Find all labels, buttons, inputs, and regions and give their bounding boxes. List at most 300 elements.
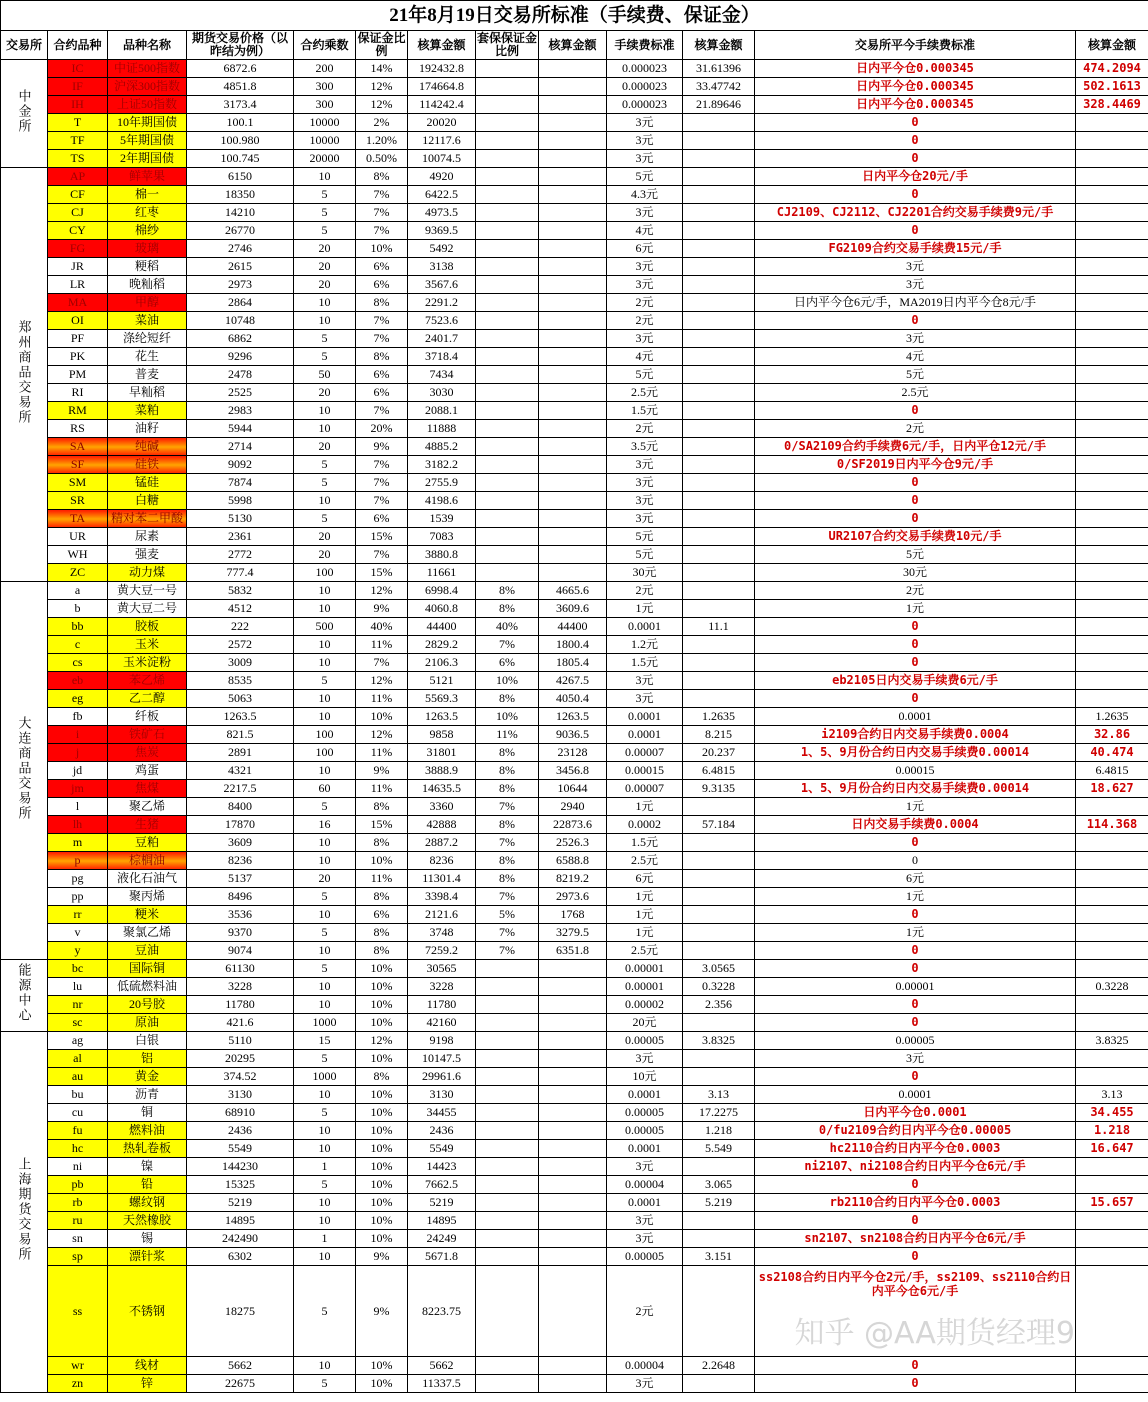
price-cell: 5944 [187, 420, 294, 438]
fee-standard-cell: 3元 [607, 258, 683, 276]
code-cell: pp [48, 888, 108, 906]
margin-amount-cell: 3748 [408, 924, 476, 942]
fee-amount-cell [683, 1266, 755, 1357]
price-cell: 4512 [187, 600, 294, 618]
name-cell: 棉一 [108, 186, 187, 204]
code-cell: bb [48, 618, 108, 636]
hedge-margin-ratio-cell [476, 960, 539, 978]
name-cell: 黄大豆一号 [108, 582, 187, 600]
hedge-margin-ratio-cell [476, 510, 539, 528]
fee-standard-cell: 0.00005 [607, 1104, 683, 1122]
price-cell: 777.4 [187, 564, 294, 582]
fee-amount-cell [683, 654, 755, 672]
fee-standard-cell: 20元 [607, 1014, 683, 1032]
margin-amount-cell: 14423 [408, 1158, 476, 1176]
table-row [1, 456, 1148, 474]
code-cell: MA [48, 294, 108, 312]
price-cell: 11780 [187, 996, 294, 1014]
code-cell: sp [48, 1248, 108, 1266]
hedge-amount-cell: 1263.5 [539, 708, 607, 726]
close-today-fee-cell: 0 [755, 1068, 1076, 1086]
close-today-fee-cell: CJ2109、CJ2112、CJ2201合约交易手续费9元/手 [755, 204, 1076, 222]
margin-ratio-cell: 7% [356, 546, 408, 564]
margin-amount-cell: 30565 [408, 960, 476, 978]
hedge-margin-ratio-cell [476, 1158, 539, 1176]
code-cell: bu [48, 1086, 108, 1104]
table-row [1, 636, 1148, 654]
close-today-amount-cell [1076, 402, 1148, 420]
margin-ratio-cell: 6% [356, 258, 408, 276]
name-cell: 不锈钢 [108, 1266, 187, 1357]
margin-ratio-cell: 9% [356, 762, 408, 780]
fee-standard-cell: 0.00001 [607, 960, 683, 978]
fee-amount-cell [683, 564, 755, 582]
multiplier-cell: 10 [294, 942, 356, 960]
fee-standard-cell: 3元 [607, 1375, 683, 1393]
margin-ratio-cell: 11% [356, 636, 408, 654]
close-today-fee-cell: ni2107、ni2108合约日内平今仓6元/手 [755, 1158, 1076, 1176]
hedge-amount-cell [539, 1194, 607, 1212]
price-cell: 2772 [187, 546, 294, 564]
close-today-fee-cell: 0 [755, 474, 1076, 492]
close-today-amount-cell [1076, 690, 1148, 708]
code-cell: PF [48, 330, 108, 348]
close-today-amount-cell [1076, 384, 1148, 402]
hedge-amount-cell [539, 1050, 607, 1068]
name-cell: 天然橡胶 [108, 1212, 187, 1230]
name-cell: 沥青 [108, 1086, 187, 1104]
column-header: 合约乘数 [294, 31, 356, 60]
margin-ratio-cell: 10% [356, 1122, 408, 1140]
multiplier-cell: 20 [294, 240, 356, 258]
watermark: 知乎 @AA期货经理9 [794, 1315, 1076, 1351]
exchange-cell [1, 960, 48, 1032]
fee-amount-cell: 3.13 [683, 1086, 755, 1104]
fee-amount-cell [683, 168, 755, 186]
hedge-margin-ratio-cell: 7% [476, 834, 539, 852]
close-today-amount-cell [1076, 654, 1148, 672]
exchange-name: 大连商品交易所 [16, 715, 32, 821]
hedge-margin-ratio-cell: 7% [476, 636, 539, 654]
fee-amount-cell: 8.215 [683, 726, 755, 744]
fee-standard-cell: 0.0001 [607, 708, 683, 726]
margin-ratio-cell: 6% [356, 510, 408, 528]
name-cell: 菜粕 [108, 402, 187, 420]
price-cell: 8236 [187, 852, 294, 870]
margin-ratio-cell: 12% [356, 726, 408, 744]
close-today-amount-cell: 34.455 [1076, 1104, 1148, 1122]
margin-ratio-cell: 8% [356, 168, 408, 186]
close-today-fee-cell: 0 [755, 222, 1076, 240]
column-header: 交易所 [1, 31, 48, 60]
close-today-amount-cell [1076, 132, 1148, 150]
table-row [1, 1158, 1148, 1176]
margin-amount-cell: 14635.5 [408, 780, 476, 798]
name-cell: 锰硅 [108, 474, 187, 492]
code-cell: IH [48, 96, 108, 114]
multiplier-cell: 5 [294, 456, 356, 474]
table-row [1, 204, 1148, 222]
price-cell: 2525 [187, 384, 294, 402]
close-today-fee-cell: 0 [755, 960, 1076, 978]
margin-amount-cell: 7083 [408, 528, 476, 546]
table-body [1, 60, 1148, 1393]
fee-standard-cell: 4元 [607, 348, 683, 366]
multiplier-cell: 10 [294, 1140, 356, 1158]
code-cell: rb [48, 1194, 108, 1212]
column-header: 手续费标准 [607, 31, 683, 60]
margin-amount-cell: 2106.3 [408, 654, 476, 672]
code-cell: y [48, 942, 108, 960]
exchange-cell [1, 168, 48, 582]
margin-ratio-cell: 6% [356, 906, 408, 924]
hedge-margin-ratio-cell: 7% [476, 924, 539, 942]
close-today-amount-cell [1076, 852, 1148, 870]
code-cell: l [48, 798, 108, 816]
table-row [1, 150, 1148, 168]
fee-standard-cell: 10元 [607, 1068, 683, 1086]
margin-amount-cell: 5671.8 [408, 1248, 476, 1266]
hedge-amount-cell [539, 1248, 607, 1266]
hedge-amount-cell: 3456.8 [539, 762, 607, 780]
price-cell: 100.980 [187, 132, 294, 150]
multiplier-cell: 5 [294, 888, 356, 906]
margin-amount-cell: 3398.4 [408, 888, 476, 906]
close-today-fee-cell: 0 [755, 618, 1076, 636]
price-cell: 4321 [187, 762, 294, 780]
margin-amount-cell: 5569.3 [408, 690, 476, 708]
table-row [1, 546, 1148, 564]
multiplier-cell: 20 [294, 546, 356, 564]
fee-standard-cell: 0.00005 [607, 1032, 683, 1050]
close-today-amount-cell [1076, 1375, 1148, 1393]
code-cell: hc [48, 1140, 108, 1158]
margin-ratio-cell: 10% [356, 1086, 408, 1104]
multiplier-cell: 20000 [294, 150, 356, 168]
fee-standard-cell: 0.00007 [607, 780, 683, 798]
code-cell: PM [48, 366, 108, 384]
fee-amount-cell: 31.61396 [683, 60, 755, 78]
multiplier-cell: 5 [294, 222, 356, 240]
code-cell: sn [48, 1230, 108, 1248]
close-today-amount-cell: 32.86 [1076, 726, 1148, 744]
table-row [1, 816, 1148, 834]
name-cell: 20号胶 [108, 996, 187, 1014]
name-cell: 甲醇 [108, 294, 187, 312]
code-cell: CJ [48, 204, 108, 222]
price-cell: 5063 [187, 690, 294, 708]
price-cell: 2572 [187, 636, 294, 654]
hedge-margin-ratio-cell: 8% [476, 600, 539, 618]
close-today-amount-cell: 1.218 [1076, 1122, 1148, 1140]
hedge-margin-ratio-cell [476, 1068, 539, 1086]
fee-standard-cell: 3元 [607, 204, 683, 222]
fee-amount-cell [683, 834, 755, 852]
table-row [1, 132, 1148, 150]
price-cell: 8400 [187, 798, 294, 816]
fee-amount-cell [683, 438, 755, 456]
margin-ratio-cell: 10% [356, 1212, 408, 1230]
price-cell: 1263.5 [187, 708, 294, 726]
fee-amount-cell [683, 600, 755, 618]
exchange-name: 中金所 [16, 88, 32, 134]
fee-amount-cell: 1.218 [683, 1122, 755, 1140]
hedge-amount-cell: 4665.6 [539, 582, 607, 600]
close-today-amount-cell: 15.657 [1076, 1194, 1148, 1212]
name-cell: 早籼稻 [108, 384, 187, 402]
fee-amount-cell [683, 492, 755, 510]
hedge-amount-cell [539, 222, 607, 240]
hedge-margin-ratio-cell: 8% [476, 852, 539, 870]
fee-amount-cell [683, 456, 755, 474]
margin-ratio-cell: 12% [356, 96, 408, 114]
margin-amount-cell: 3360 [408, 798, 476, 816]
close-today-amount-cell [1076, 1212, 1148, 1230]
margin-amount-cell: 7523.6 [408, 312, 476, 330]
hedge-margin-ratio-cell [476, 96, 539, 114]
close-today-fee-cell: 0 [755, 402, 1076, 420]
fee-standard-cell: 1元 [607, 924, 683, 942]
table-row [1, 438, 1148, 456]
hedge-margin-ratio-cell [476, 1212, 539, 1230]
hedge-margin-ratio-cell [476, 996, 539, 1014]
close-today-amount-cell [1076, 168, 1148, 186]
margin-ratio-cell: 8% [356, 924, 408, 942]
table-row [1, 366, 1148, 384]
exchange-cell [1, 1032, 48, 1393]
hedge-amount-cell: 1768 [539, 906, 607, 924]
close-today-fee-cell: 0 [755, 492, 1076, 510]
hedge-margin-ratio-cell [476, 168, 539, 186]
fee-amount-cell: 3.151 [683, 1248, 755, 1266]
close-today-amount-cell: 328.4469 [1076, 96, 1148, 114]
fee-standard-cell: 3元 [607, 276, 683, 294]
margin-amount-cell: 3880.8 [408, 546, 476, 564]
close-today-amount-cell [1076, 492, 1148, 510]
multiplier-cell: 10000 [294, 132, 356, 150]
margin-amount-cell: 11888 [408, 420, 476, 438]
code-cell: ag [48, 1032, 108, 1050]
name-cell: 精对苯二甲酸 [108, 510, 187, 528]
close-today-fee-cell: 日内交易手续费0.0004 [755, 816, 1076, 834]
fee-amount-cell [683, 852, 755, 870]
price-cell: 18275 [187, 1266, 294, 1357]
close-today-amount-cell [1076, 1176, 1148, 1194]
margin-amount-cell: 2401.7 [408, 330, 476, 348]
margin-amount-cell: 2829.2 [408, 636, 476, 654]
fee-amount-cell [683, 348, 755, 366]
fee-amount-cell [683, 294, 755, 312]
code-cell: c [48, 636, 108, 654]
hedge-margin-ratio-cell [476, 348, 539, 366]
close-today-fee-cell: UR2107合约交易手续费10元/手 [755, 528, 1076, 546]
margin-amount-cell: 9858 [408, 726, 476, 744]
close-today-amount-cell [1076, 1158, 1148, 1176]
table-row [1, 96, 1148, 114]
hedge-margin-ratio-cell [476, 294, 539, 312]
fee-amount-cell [683, 798, 755, 816]
margin-amount-cell: 192432.8 [408, 60, 476, 78]
hedge-margin-ratio-cell [476, 1122, 539, 1140]
table-row [1, 618, 1148, 636]
fee-amount-cell [683, 222, 755, 240]
hedge-amount-cell: 22873.6 [539, 816, 607, 834]
code-cell: lu [48, 978, 108, 996]
margin-ratio-cell: 11% [356, 744, 408, 762]
margin-amount-cell: 3228 [408, 978, 476, 996]
table-row [1, 510, 1148, 528]
multiplier-cell: 10 [294, 168, 356, 186]
code-cell: eg [48, 690, 108, 708]
close-today-amount-cell [1076, 240, 1148, 258]
name-cell: 黄大豆二号 [108, 600, 187, 618]
code-cell: CF [48, 186, 108, 204]
margin-ratio-cell: 10% [356, 1176, 408, 1194]
price-cell: 3536 [187, 906, 294, 924]
multiplier-cell: 5 [294, 474, 356, 492]
close-today-amount-cell [1076, 510, 1148, 528]
close-today-fee-cell: 5元 [755, 366, 1076, 384]
hedge-amount-cell [539, 330, 607, 348]
name-cell: 油籽 [108, 420, 187, 438]
margin-ratio-cell: 12% [356, 672, 408, 690]
fee-standard-cell: 0.0002 [607, 816, 683, 834]
margin-ratio-cell: 10% [356, 708, 408, 726]
margin-ratio-cell: 20% [356, 420, 408, 438]
price-cell: 6862 [187, 330, 294, 348]
price-cell: 17870 [187, 816, 294, 834]
fee-amount-cell: 3.8325 [683, 1032, 755, 1050]
margin-amount-cell: 2121.6 [408, 906, 476, 924]
multiplier-cell: 10 [294, 1086, 356, 1104]
code-cell: au [48, 1068, 108, 1086]
multiplier-cell: 10 [294, 690, 356, 708]
close-today-amount-cell: 474.2094 [1076, 60, 1148, 78]
multiplier-cell: 10 [294, 600, 356, 618]
margin-amount-cell: 34455 [408, 1104, 476, 1122]
hedge-margin-ratio-cell: 40% [476, 618, 539, 636]
close-today-amount-cell [1076, 888, 1148, 906]
price-cell: 821.5 [187, 726, 294, 744]
hedge-amount-cell: 1805.4 [539, 654, 607, 672]
close-today-amount-cell: 40.474 [1076, 744, 1148, 762]
hedge-amount-cell [539, 132, 607, 150]
margin-ratio-cell: 9% [356, 438, 408, 456]
name-cell: 2年期国债 [108, 150, 187, 168]
table-row [1, 960, 1148, 978]
hedge-margin-ratio-cell: 8% [476, 762, 539, 780]
code-cell: lh [48, 816, 108, 834]
name-cell: 菜油 [108, 312, 187, 330]
code-cell: fu [48, 1122, 108, 1140]
margin-amount-cell: 3888.9 [408, 762, 476, 780]
fee-standard-cell: 4.3元 [607, 186, 683, 204]
multiplier-cell: 300 [294, 96, 356, 114]
margin-ratio-cell: 8% [356, 888, 408, 906]
table-row [1, 1375, 1148, 1393]
margin-amount-cell: 3182.2 [408, 456, 476, 474]
close-today-fee-cell: 0 [755, 996, 1076, 1014]
table-row [1, 1230, 1148, 1248]
hedge-margin-ratio-cell [476, 438, 539, 456]
close-today-amount-cell [1076, 456, 1148, 474]
name-cell: 热轧卷板 [108, 1140, 187, 1158]
multiplier-cell: 20 [294, 870, 356, 888]
margin-amount-cell: 9198 [408, 1032, 476, 1050]
fee-standard-cell: 1.5元 [607, 654, 683, 672]
price-cell: 2864 [187, 294, 294, 312]
name-cell: 苯乙烯 [108, 672, 187, 690]
multiplier-cell: 1000 [294, 1068, 356, 1086]
code-cell: al [48, 1050, 108, 1068]
code-cell: pb [48, 1176, 108, 1194]
multiplier-cell: 10 [294, 906, 356, 924]
margin-amount-cell: 9369.5 [408, 222, 476, 240]
fee-amount-cell [683, 942, 755, 960]
margin-ratio-cell: 12% [356, 1032, 408, 1050]
name-cell: 10年期国债 [108, 114, 187, 132]
fee-standard-cell: 0.0001 [607, 1140, 683, 1158]
code-cell: i [48, 726, 108, 744]
margin-amount-cell: 3718.4 [408, 348, 476, 366]
table-row [1, 870, 1148, 888]
close-today-fee-cell: 0 [755, 1357, 1076, 1375]
fee-amount-cell [683, 114, 755, 132]
hedge-margin-ratio-cell: 8% [476, 780, 539, 798]
margin-amount-cell: 2755.9 [408, 474, 476, 492]
price-cell: 144230 [187, 1158, 294, 1176]
table-row [1, 1212, 1148, 1230]
code-cell: TF [48, 132, 108, 150]
price-cell: 3009 [187, 654, 294, 672]
code-cell: CY [48, 222, 108, 240]
fee-standard-cell: 3元 [607, 1212, 683, 1230]
margin-ratio-cell: 40% [356, 618, 408, 636]
column-header: 核算金额 [539, 31, 607, 60]
hedge-margin-ratio-cell [476, 330, 539, 348]
hedge-margin-ratio-cell [476, 186, 539, 204]
name-cell: 鲜苹果 [108, 168, 187, 186]
code-cell: ZC [48, 564, 108, 582]
fee-amount-cell [683, 924, 755, 942]
fee-standard-cell: 0.00002 [607, 996, 683, 1014]
table-row [1, 420, 1148, 438]
price-cell: 8535 [187, 672, 294, 690]
fee-amount-cell: 2.356 [683, 996, 755, 1014]
close-today-fee-cell: 2元 [755, 582, 1076, 600]
multiplier-cell: 200 [294, 60, 356, 78]
margin-ratio-cell: 11% [356, 690, 408, 708]
hedge-amount-cell [539, 1266, 607, 1357]
close-today-fee-cell: 0 [755, 1176, 1076, 1194]
fee-amount-cell [683, 330, 755, 348]
margin-amount-cell: 3567.6 [408, 276, 476, 294]
price-cell: 3609 [187, 834, 294, 852]
price-cell: 2714 [187, 438, 294, 456]
close-today-fee-cell: 0.0001 [755, 708, 1076, 726]
close-today-fee-cell: 日内平今仓0.000345 [755, 78, 1076, 96]
margin-ratio-cell: 10% [356, 1104, 408, 1122]
table-row [1, 690, 1148, 708]
fee-standard-cell: 0.000023 [607, 96, 683, 114]
margin-ratio-cell: 1.20% [356, 132, 408, 150]
close-today-amount-cell [1076, 564, 1148, 582]
hedge-amount-cell: 2526.3 [539, 834, 607, 852]
price-cell: 374.52 [187, 1068, 294, 1086]
name-cell: 玻璃 [108, 240, 187, 258]
hedge-amount-cell: 9036.5 [539, 726, 607, 744]
price-cell: 18350 [187, 186, 294, 204]
